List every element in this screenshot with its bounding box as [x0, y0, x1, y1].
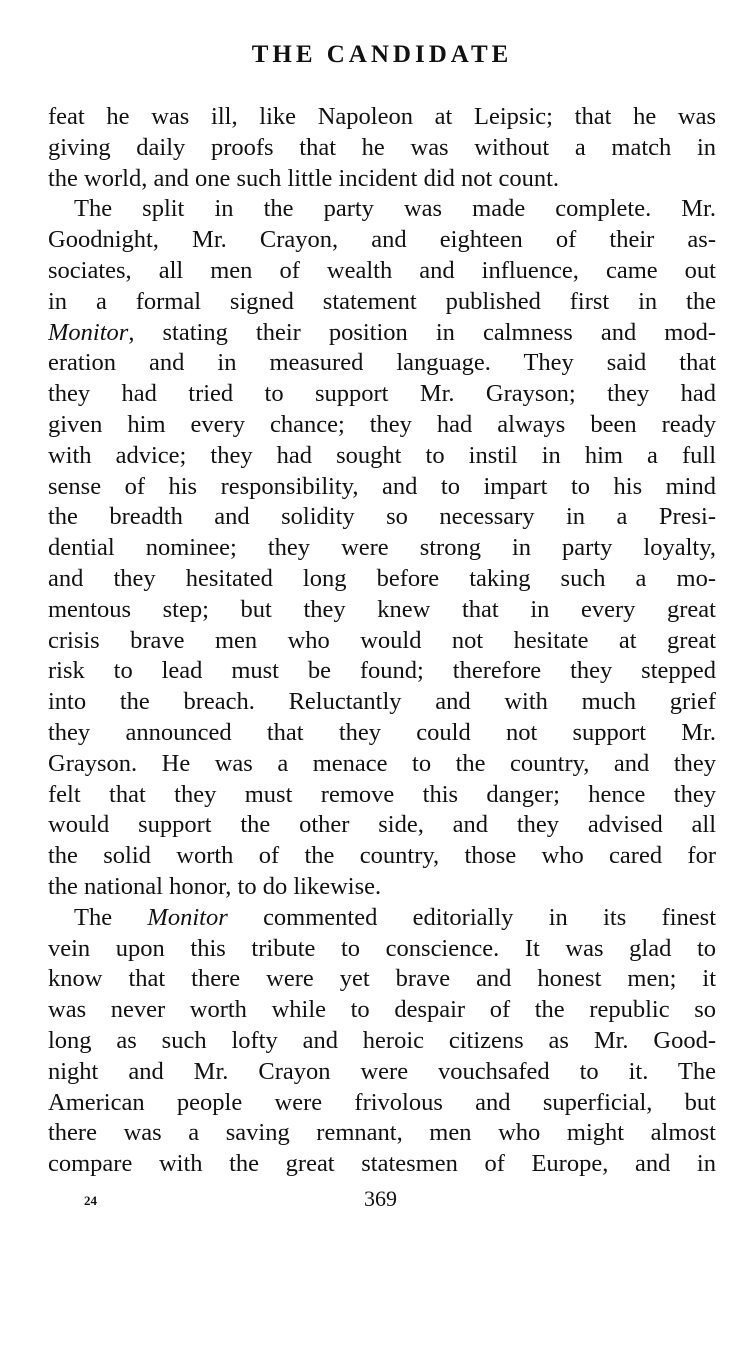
text-line: feat he was ill, like Napoleon at Leipsic; that he was [48, 103, 716, 130]
text-line: The split in the party was made complete. Mr. [74, 195, 716, 223]
text-line [48, 903, 716, 934]
text-line: would support the other side, and they advised all [48, 811, 716, 839]
text-line: giving daily proofs that he was without a match in [48, 133, 716, 161]
text-line: compare with the great statesmen of Europe, and in [48, 1150, 716, 1178]
text-line: given him every chance; they had always been ready [48, 410, 716, 438]
text-line: mentous step; but they knew that in every great [48, 595, 716, 623]
text-line: sociates, all men of wealth and influence, came out [48, 256, 716, 284]
text-line: dential nominee; they were strong in party loyalty, [48, 534, 716, 562]
signature-mark: 24 [84, 1192, 97, 1208]
text-line: they had tried to support Mr. Grayson; they had [48, 380, 716, 408]
italic-title: Monitor [48, 318, 129, 346]
text-line: the breadth and solidity so necessary in a Presi- [48, 503, 716, 531]
text-line: risk to lead must be found; therefore they stepped [48, 657, 716, 685]
text-line: sense of his responsibility, and to impart to his mind [48, 472, 716, 500]
text-line: American people were frivolous and superficial, but [48, 1088, 716, 1116]
text-line: the world, and one such little incident did not count. [48, 164, 559, 192]
text-line: was never worth while to despair of the republic so [48, 996, 716, 1024]
text-line: night and Mr. Crayon were vouchsafed to it. The [48, 1057, 716, 1085]
body-text [48, 102, 716, 1180]
text-span: commented editorially in its finest [227, 903, 716, 931]
running-head: THE CANDIDATE [251, 41, 513, 68]
text-line: Grayson. He was a menace to the country, and they [48, 749, 716, 777]
text-line: crisis brave men who would not hesitate at great [48, 626, 716, 654]
text-line: felt that they must remove this danger; hence they [48, 780, 716, 808]
text-line: with advice; they had sought to instil in him a full [48, 441, 716, 469]
text-line: into the breach. Reluctantly and with much grief [48, 688, 716, 716]
text-line: the national honor, to do likewise. [48, 872, 382, 900]
text-line: long as such lofty and heroic citizens as Mr. Good- [48, 1026, 716, 1054]
text-line: and they hesitated long before taking such a mo- [48, 564, 716, 592]
text-line: know that there were yet brave and honest men; it [48, 965, 716, 993]
text-line: eration and in measured language. They said that [48, 349, 716, 377]
text-line: there was a saving remnant, men who might almost [48, 1119, 716, 1147]
page-footer [48, 1184, 716, 1214]
text-span: , stating their position in calmness and mod- [128, 318, 716, 346]
text-line: they announced that they could not support Mr. [48, 718, 716, 746]
page-number: 369 [364, 1185, 397, 1211]
text-span: The [74, 903, 148, 931]
text-line: Goodnight, Mr. Crayon, and eighteen of their as- [48, 226, 716, 254]
text-line: in a formal signed statement published first in the [48, 287, 716, 315]
book-page [48, 40, 716, 1214]
text-line: vein upon this tribute to conscience. It was glad to [48, 934, 716, 962]
text-line [48, 318, 716, 349]
text-line: the solid worth of the country, those who cared for [48, 842, 716, 870]
italic-title: Monitor [147, 903, 228, 931]
